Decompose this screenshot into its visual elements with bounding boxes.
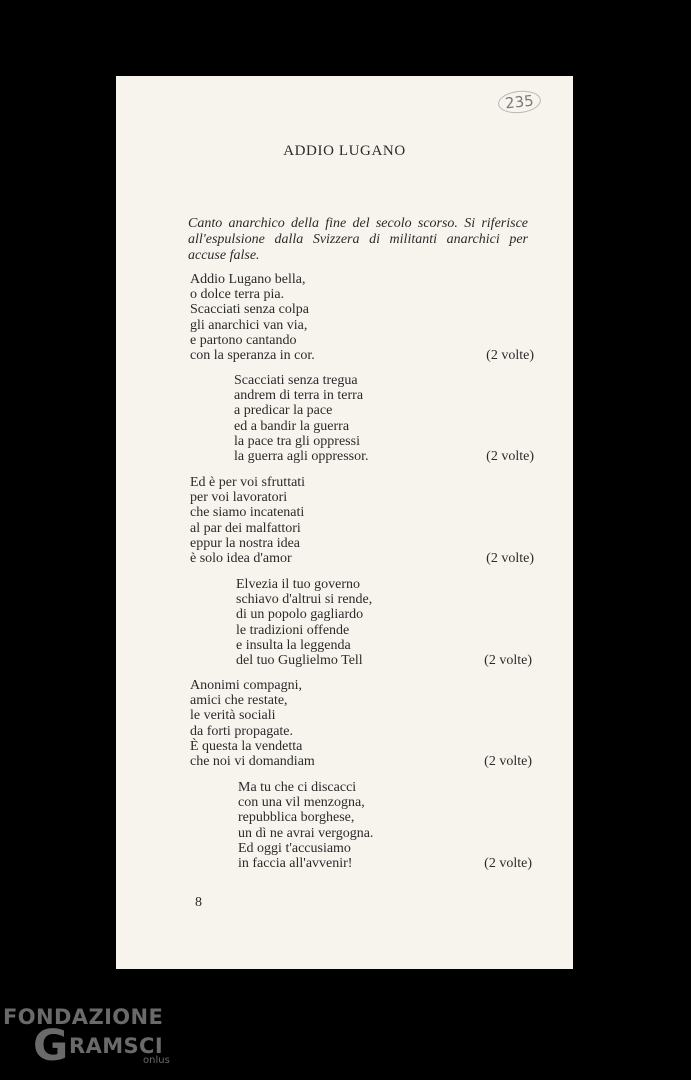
verse-line: Elvezia il tuo governo <box>236 577 361 592</box>
verse-line: e insulta la leggenda <box>236 637 351 653</box>
document-page <box>116 76 573 969</box>
verse-line: Addio Lugano bella, <box>190 272 306 287</box>
verse-line: a predicar la pace <box>234 403 333 419</box>
logo-line-1: FONDAZIONE <box>3 1005 164 1029</box>
song-intro: Canto anarchico della fine del secolo scorso. Si riferisce all'espulsione dalla Svizzera di militanti anarchici per accuse false. <box>188 216 528 263</box>
verse-line: e partono cantando <box>190 332 297 348</box>
verse-line: al par dei malfattori <box>190 520 301 536</box>
verse-line: un dì ne avrai vergogna. <box>238 825 374 841</box>
verse-line: o dolce terra pia. <box>190 287 285 303</box>
logo-line-2: RAMSCI <box>69 1034 164 1058</box>
verse-line: gli anarchici van via, <box>190 317 308 333</box>
verse-line: Ma tu che ci discacci <box>238 780 357 795</box>
verse-line: la guerra agli oppressor. <box>234 449 369 465</box>
stanza-6 <box>238 780 532 871</box>
verse-line: Scacciati senza colpa <box>190 302 309 318</box>
stanza-2 <box>234 373 534 464</box>
stanza-5 <box>190 678 532 769</box>
verse-line: Scacciati senza tregua <box>234 373 358 388</box>
archive-number: 235 <box>497 89 542 115</box>
logo-suffix: onlus <box>143 1055 170 1066</box>
verse-line: del tuo Guglielmo Tell <box>236 653 363 669</box>
fondazione-gramsci-logo <box>3 1005 173 1077</box>
verse-line: amici che restate, <box>190 693 288 709</box>
verse-line: È questa la vendetta <box>190 738 303 754</box>
verse-line: da forti propagate. <box>190 723 294 739</box>
verse-line: eppur la nostra idea <box>190 535 301 551</box>
verse-line: per voi lavoratori <box>190 490 288 506</box>
verse-line: di un popolo gagliardo <box>236 607 364 623</box>
repeat-marker: (2 volte) <box>484 856 532 872</box>
verse-line: repubblica borghese, <box>238 810 355 826</box>
stanza-3 <box>190 475 534 566</box>
verse-line: Anonimi compagni, <box>190 678 302 693</box>
stanza-4 <box>236 577 532 668</box>
verse-line: andrem di terra in terra <box>234 388 364 404</box>
repeat-marker: (2 volte) <box>486 449 534 465</box>
stanza-1 <box>190 272 534 363</box>
repeat-marker: (2 volte) <box>484 653 532 669</box>
verse-line: ed a bandir la guerra <box>234 418 350 434</box>
verse-line: che siamo incatenati <box>190 505 305 521</box>
page-number: 8 <box>195 895 202 910</box>
verse-line: le verità sociali <box>190 708 276 724</box>
verse-line: in faccia all'avvenir! <box>238 856 353 872</box>
verse-line: le tradizioni offende <box>236 622 350 638</box>
verse-line: Ed oggi t'accusiamo <box>238 840 351 856</box>
verse-line: è solo idea d'amor <box>190 551 292 567</box>
repeat-marker: (2 volte) <box>484 754 532 770</box>
verse-line: con la speranza in cor. <box>190 348 315 364</box>
verse-line: Ed è per voi sfruttati <box>190 475 306 490</box>
repeat-marker: (2 volte) <box>486 551 534 567</box>
verse-line: con una vil menzogna, <box>238 795 365 811</box>
repeat-marker: (2 volte) <box>486 348 534 364</box>
verse-line: la pace tra gli oppressi <box>234 433 360 449</box>
verse-line: che noi vi domandiam <box>190 754 315 770</box>
song-title: ADDIO LUGANO <box>283 143 406 159</box>
logo-initial: G <box>33 1021 69 1071</box>
verse-line: schiavo d'altrui si rende, <box>236 592 373 608</box>
